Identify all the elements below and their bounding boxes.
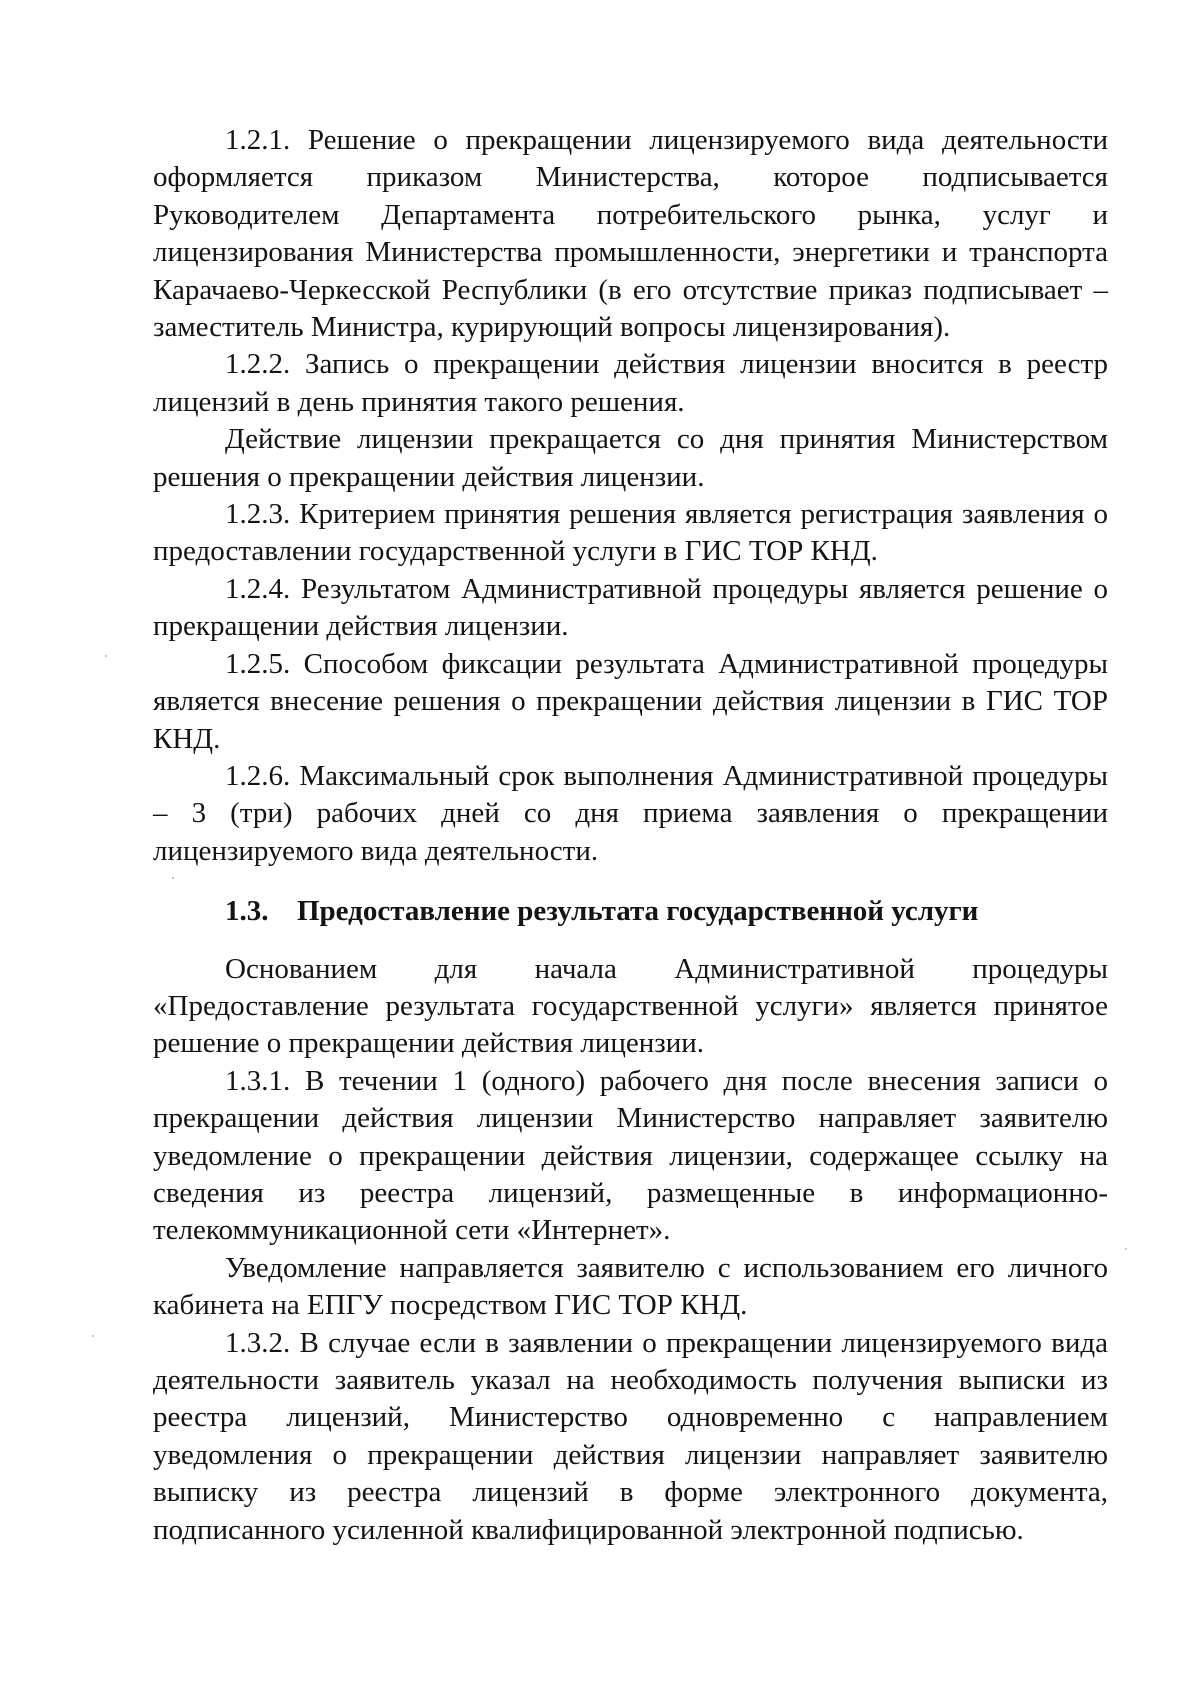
- document-body: [153, 122, 1108, 1549]
- paragraph-basis: Основанием для начала Административной процедуры «Предоставление результата государственной услуги» является принятое решение о прекращении действия лицензии.: [153, 952, 1108, 1060]
- paragraph-1-2-6: 1.2.6. Максимальный срок выполнения Административной процедуры – 3 (три) рабочих дней со дня приема заявления о прекращении лицензируемого вида деятельности.: [153, 759, 1108, 867]
- scan-speck: [172, 877, 174, 879]
- scan-speck: [92, 1335, 94, 1337]
- section-heading: [153, 893, 1108, 930]
- paragraph-1-3-1: 1.3.1. В течении 1 (одного) рабочего дня после внесения записи о прекращении действия лицензии Министерство направляет заявителю уведомление о прекращении действия лицензии, содержащее ссылку на сведения из реестра лицензий, размещенные в информационно-телекоммуникационной сети «Интернет».: [153, 1064, 1108, 1247]
- paragraph-1-3-2: 1.3.2. В случае если в заявлении о прекращении лицензируемого вида деятельности заявитель указал на необходимость получения выписки из реестра лицензий, Министерство одновременно с направлением уведомления о прекращении действия лицензии направляет заявителю выписку из реестра лицензий в форме электронного документа, подписанного усиленной квалифицированной электронной подписью.: [153, 1326, 1108, 1546]
- paragraph-1-2-1: 1.2.1. Решение о прекращении лицензируемого вида деятельности оформляется приказом Министерства, которое подписывается Руководителем Департамента потребительского рынка, услуг и лицензирования Министерства промышленности, энергетики и транспорта Карачаево-Черкесской Республики (в его отсутствие приказ подписывает – заместитель Министра, курирующий вопросы лицензирования).: [153, 124, 1108, 344]
- paragraph-license-termination: Действие лицензии прекращается со дня принятия Министерством решения о прекращении действия лицензии.: [153, 423, 1108, 493]
- section-heading-title: Предоставление результата государственной услуги: [297, 895, 979, 928]
- paragraph-1-2-4: 1.2.4. Результатом Административной процедуры является решение о прекращении действия лицензии.: [153, 572, 1108, 643]
- paragraph-1-2-2: 1.2.2. Запись о прекращении действия лицензии вносится в реестр лицензий в день принятия такого решения.: [153, 348, 1108, 418]
- scan-speck: [105, 655, 107, 657]
- paragraph-1-2-5: 1.2.5. Способом фиксации результата Административной процедуры является внесение решения о прекращении действия лицензии в ГИС ТОР КНД.: [153, 647, 1108, 755]
- section-spacer-bottom: [153, 931, 1108, 951]
- paragraph-1-2-3: 1.2.3. Критерием принятия решения является регистрация заявления о предоставлении государственной услуги в ГИС ТОР КНД.: [153, 498, 1108, 568]
- section-spacer-top: [153, 870, 1108, 893]
- section-heading-number: 1.3.: [225, 895, 269, 928]
- paragraph-notification: Уведомление направляется заявителю с использованием его личного кабинета на ЕПГУ посредством ГИС ТОР КНД.: [153, 1251, 1108, 1322]
- scan-speck: [1125, 1248, 1127, 1250]
